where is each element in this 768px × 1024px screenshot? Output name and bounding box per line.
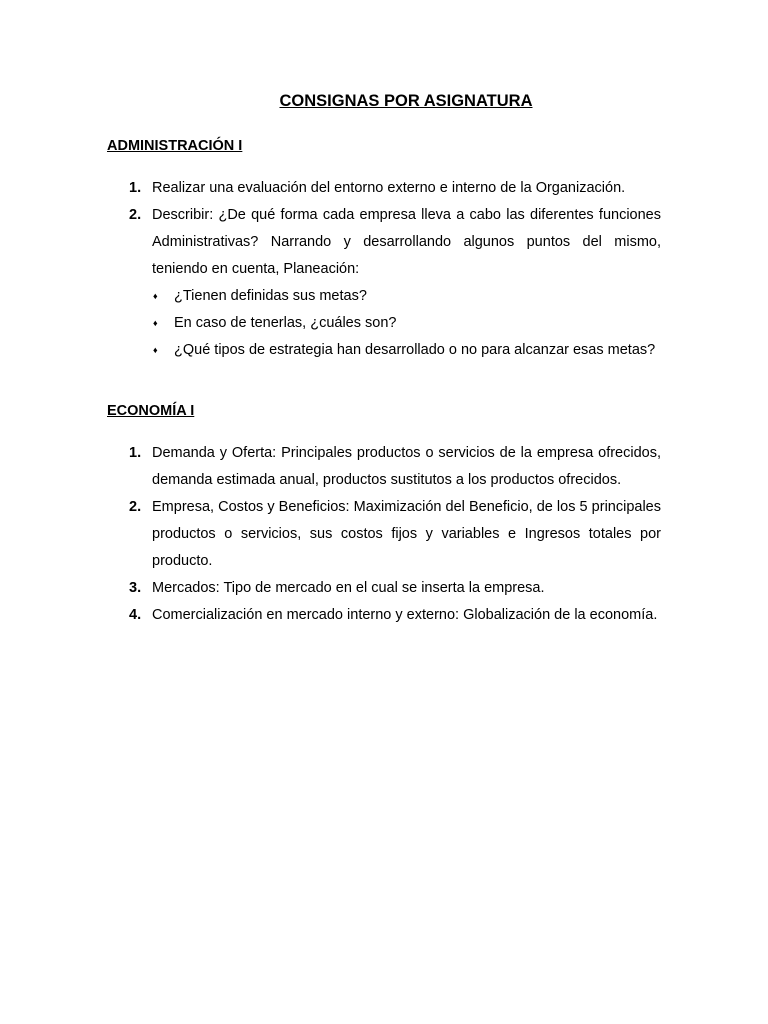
- list-item: [107, 440, 661, 494]
- item-number: 4.: [129, 607, 142, 623]
- document-title: CONSIGNAS POR ASIGNATURA: [279, 92, 533, 110]
- item-number: 2.: [129, 207, 142, 223]
- diamond-bullet-icon: ♦: [153, 291, 158, 301]
- section-heading-economia: ECONOMÍA I: [107, 403, 195, 419]
- section-heading-administracion: ADMINISTRACIÓN I: [107, 138, 243, 154]
- bullet-item: [107, 337, 661, 364]
- administracion-list: [107, 175, 661, 364]
- list-item: [107, 202, 661, 283]
- item-text: Demanda y Oferta: Principales productos o servicios de la empresa ofrecidos, demanda estimada anual, productos sustitutos a los productos ofrecidos.: [152, 445, 661, 488]
- bullet-text: En caso de tenerlas, ¿cuáles son?: [174, 315, 397, 331]
- list-item: [107, 175, 661, 202]
- economia-list: [107, 440, 661, 629]
- diamond-bullet-icon: ♦: [153, 318, 158, 328]
- item-number: 1.: [129, 445, 142, 461]
- bullet-item: [107, 310, 661, 337]
- item-number: 3.: [129, 580, 142, 596]
- item-number: 2.: [129, 499, 142, 515]
- list-item: [107, 494, 661, 575]
- bullet-item: [107, 283, 661, 310]
- item-text: Realizar una evaluación del entorno externo e interno de la Organización.: [152, 180, 626, 196]
- bullet-text: ¿Tienen definidas sus metas?: [174, 288, 367, 304]
- list-item: [107, 575, 661, 602]
- diamond-bullet-icon: ♦: [153, 345, 158, 355]
- item-number: 1.: [129, 180, 142, 196]
- bullet-text: ¿Qué tipos de estrategia han desarrollado o no para alcanzar esas metas?: [174, 342, 656, 358]
- item-text: Empresa, Costos y Beneficios: Maximización del Beneficio, de los 5 principales productos o servicios, sus costos fijos y variables e Ingresos totales por producto.: [152, 499, 661, 569]
- item-text: Describir: ¿De qué forma cada empresa lleva a cabo las diferentes funciones Administrativas? Narrando y desarrollando algunos puntos del mismo, teniendo en cuenta, Planeación:: [152, 207, 661, 277]
- list-item: [107, 602, 661, 629]
- item-text: Mercados: Tipo de mercado en el cual se inserta la empresa.: [152, 580, 545, 596]
- item-text: Comercialización en mercado interno y externo: Globalización de la economía.: [152, 607, 658, 623]
